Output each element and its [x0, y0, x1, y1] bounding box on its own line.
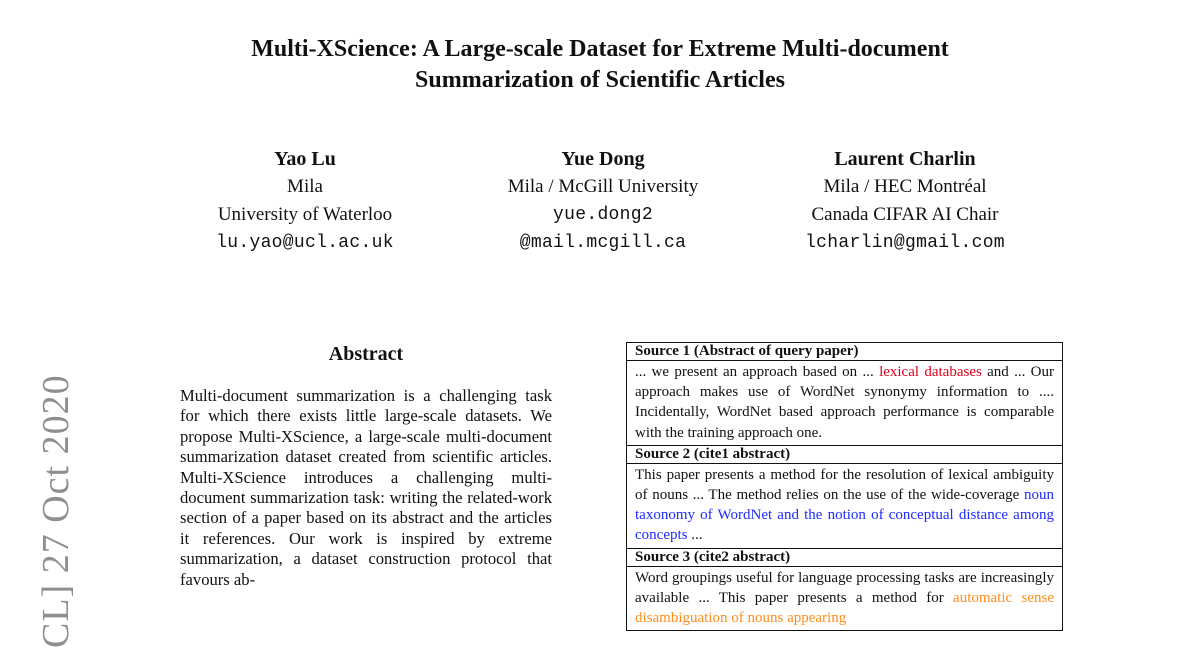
- source-2-heading: Source 2 (cite1 abstract): [627, 446, 1062, 464]
- author-email: lu.yao@ucl.ac.uk: [216, 233, 394, 253]
- author-affiliation: Mila / HEC Montréal: [823, 176, 987, 197]
- author-name: Yue Dong: [561, 148, 645, 170]
- abstract-heading: Abstract: [328, 343, 404, 365]
- author-block-yue-dong: [473, 145, 733, 257]
- source-1-highlight: lexical databases: [879, 364, 982, 380]
- author-affiliation: University of Waterloo: [217, 204, 393, 225]
- author-block-laurent-charlin: [760, 145, 1050, 257]
- source-3-heading: Source 3 (cite2 abstract): [627, 549, 1062, 567]
- source-2-text-pre: This paper presents a method for the resolution of lexical ambiguity of nouns ... The method relies on the use of the wide-coverage: [635, 466, 1054, 504]
- abstract-text: Multi-document summarization is a challenging task for which there exists little large-scale datasets. We propose Multi-XScience, a large-scale multi-document summarization dataset created from scientific articles. Multi-XScience introduces a challenging multi-document summarization task: writing the related-work section of a paper based on its abstract and the articles it references. Our work is inspired by extreme summarization, a dataset construction protocol that favours ab-: [180, 386, 552, 589]
- source-1-text-post: and ... Our approach makes use of WordNet synonymy information to .... Incidentally, WordNet based approach performance is comparable with the training approach one.: [635, 364, 1054, 441]
- author-affiliation: Mila: [287, 176, 323, 197]
- source-comparison-table: [626, 342, 1063, 631]
- author-name: Yao Lu: [274, 148, 336, 170]
- arxiv-side-stamp: CL] 27 Oct 2020: [35, 374, 77, 648]
- author-block-yao-lu: [185, 145, 425, 257]
- paper-title: [0, 34, 1200, 96]
- title-line-2: Summarization of Scientific Articles: [415, 67, 785, 93]
- author-email-part-2: @mail.mcgill.ca: [519, 233, 687, 253]
- author-affiliation: Mila / McGill University: [507, 176, 699, 197]
- author-name: Laurent Charlin: [834, 148, 976, 170]
- author-email-part-1: yue.dong2: [553, 205, 653, 225]
- source-1-body: [627, 361, 1062, 446]
- author-email: lcharlin@gmail.com: [805, 233, 1005, 253]
- source-3-text-pre: Word groupings useful for language processing tasks are increasingly available ... This paper presents a method for: [635, 569, 1054, 606]
- title-line-1: Multi-XScience: A Large-scale Dataset for Extreme Multi-document: [251, 36, 949, 62]
- source-3-highlight: automatic sense disambiguation of nouns appearing: [635, 589, 1054, 627]
- source-1-text-pre: ... we present an approach based on ...: [635, 364, 880, 380]
- author-affiliation: Canada CIFAR AI Chair: [811, 204, 999, 225]
- source-2-text-post: ...: [687, 527, 703, 544]
- source-2-highlight: noun taxonomy of WordNet and the notion of conceptual distance among concepts: [635, 487, 1054, 544]
- source-3-body: [627, 567, 1062, 631]
- source-2-body: [627, 464, 1062, 549]
- source-1-heading: Source 1 (Abstract of query paper): [627, 343, 1062, 361]
